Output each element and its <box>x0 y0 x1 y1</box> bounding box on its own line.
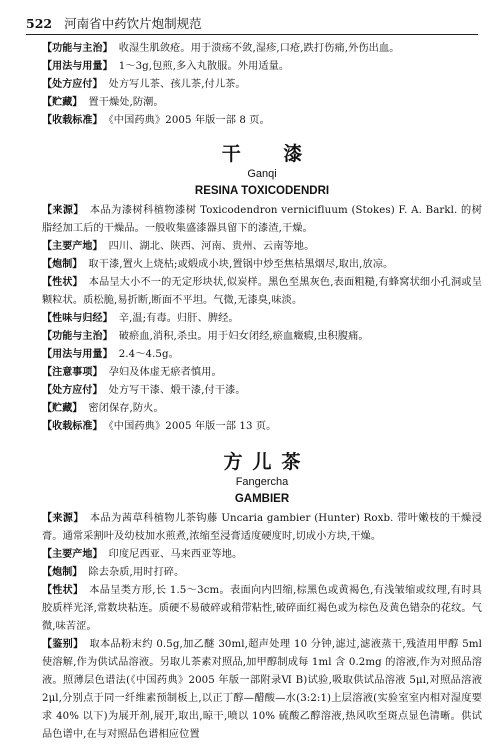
monograph-latin-name: RESINA TOXICODENDRI <box>194 185 330 197</box>
entry-prescription: 【处方应付】 处方写干漆、煅干漆,付干漆。 <box>42 385 246 396</box>
entry-source: 【来源】 本品为漆树科植物漆树 Toxicodendron vernicifluum (Stokes) F. A. Barkl. 的树脂经加工后的干燥品。一般收集盛漆器具留下的漆渣,干燥。 <box>42 205 482 234</box>
entry-source: 【来源】 本品为茜草科植物儿茶钩藤 Uncaria gambier (Hunter) Roxb. 带叶嫩枝的干燥浸膏。通常采割叶及幼枝加水煎煮,浓缩至浸膏适度硬度时,切成小方块,干燥。 <box>42 513 482 542</box>
entry-usage: 【用法与用量】 2.4～4.5g。 <box>42 349 179 360</box>
page-number: 522 <box>26 16 53 31</box>
entry-function: 【功能与主治】 破瘀血,消积,杀虫。用于妇女闭经,瘀血癥瘕,虫积腹痛。 <box>42 331 369 342</box>
entry-function: 【功能与主治】 收湿生肌敛疮。用于溃疡不敛,湿疹,口疮,跌打伤痛,外伤出血。 <box>42 43 400 54</box>
entry-origin: 【主要产地】 印度尼西亚、马来西亚等地。 <box>42 549 243 560</box>
monograph-pinyin: Ganqi <box>247 168 277 180</box>
monograph-latin-name: GAMBIER <box>234 493 290 505</box>
entry-nature: 【性味与归经】 辛,温;有毒。归肝、脾经。 <box>42 313 239 324</box>
entry-standard: 【收载标准】 《中国药典》2005 年版一部 13 页。 <box>42 421 277 432</box>
entry-description: 【性状】 本品呈类方形,长 1.5～3cm。表面向内凹缩,棕黑色或黄褐色,有浅皱缩或纹理,有时具胶质样光泽,常数块粘连。质硬不易破碎或稍带粘性,破碎面红褐色或为棕色及黄色错杂的花纹。气微,味苦涩。 <box>42 585 482 632</box>
entry-processing: 【炮制】 取干漆,置火上烧枯;或煅成小块,置锅中炒至焦枯黑烟尽,取出,放凉。 <box>42 259 394 270</box>
entry-origin: 【主要产地】 四川、湖北、陕西、河南、贵州、云南等地。 <box>42 241 315 252</box>
entry-prescription: 【处方应付】 处方写儿茶、孩儿茶,付儿茶。 <box>42 79 246 90</box>
monograph-pinyin: Fangercha <box>235 476 289 488</box>
entry-standard: 【收载标准】 《中国药典》2005 年版一部 8 页。 <box>42 115 270 126</box>
entry-storage: 【贮藏】 密闭保存,防火。 <box>42 403 164 414</box>
book-title: 河南省中药饮片炮制规范 <box>64 16 202 31</box>
monograph-title: 方儿茶 <box>223 451 311 473</box>
entry-storage: 【贮藏】 置干燥处,防潮。 <box>42 97 164 108</box>
entry-usage: 【用法与用量】 1～3g,包煎,多入丸散服。外用适量。 <box>42 61 290 72</box>
monograph-title: 干 漆 <box>221 143 321 165</box>
entry-identification: 【鉴别】 取本品粉末约 0.5g,加乙醚 30ml,超声处理 10 分钟,滤过,滤液蒸干,残渣用甲醇 5ml 使溶解,作为供试品溶液。另取儿茶素对照品,加甲醇制成每 1ml 含 0.2mg 的溶液,作为对照品溶液。照薄层色谱法(《中国药典》2005 年版一部附录Ⅵ B)试验,吸取供试品溶液 5μl,对照品溶液 2μl,分别点于同一纤维素预制板上,以正丁醇—醋酸—水(3:2:1)上层溶液(实验室室内相对湿度要求 40% 以下)为展开剂,展开,取出,晾干,喷以 10% 硫酸乙醇溶液,热风吹至斑点显色清晰。供试品色谱中,在与对照品色谱相应位置 <box>42 639 482 740</box>
entry-processing: 【炮制】 除去杂质,用时打碎。 <box>42 567 185 578</box>
entry-description: 【性状】 本品呈大小不一的无定形块状,似炭样。黑色至黑灰色,表面粗糙,有蜂窝状细小孔洞或呈颗粒状。质松脆,易折断,断面不平坦。气微,无漆臭,味淡。 <box>42 277 482 306</box>
page-header <box>26 14 478 35</box>
entry-precautions: 【注意事项】 孕妇及体虚无瘀者慎用。 <box>42 367 222 378</box>
page-content <box>42 40 482 744</box>
